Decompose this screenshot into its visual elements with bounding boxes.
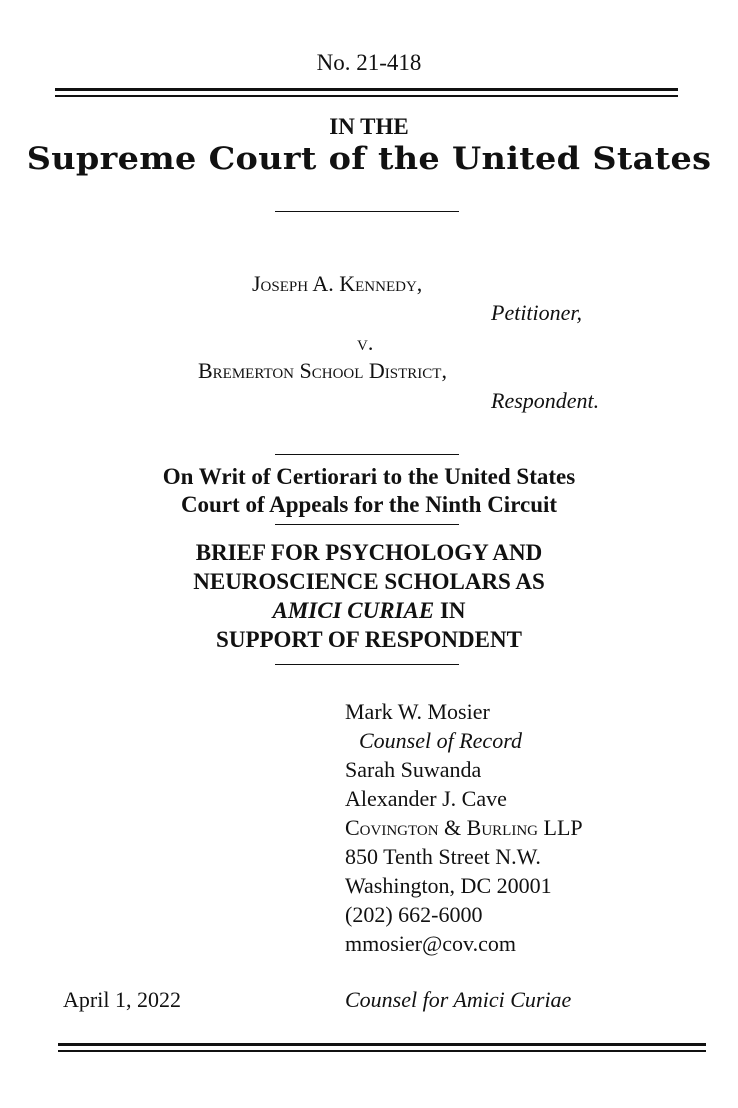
counsel-block xyxy=(345,697,583,958)
top-rule-inner xyxy=(55,95,678,97)
versus-label: v. xyxy=(357,330,374,355)
street-address: 850 Tenth Street N.W. xyxy=(345,844,541,869)
respondent-role: Respondent. xyxy=(491,388,600,413)
petitioner-role: Petitioner, xyxy=(491,300,583,325)
law-firm-name: Covington & Burling xyxy=(345,815,539,840)
top-rule xyxy=(55,88,678,91)
court-name: Supreme Court of the United States xyxy=(26,141,712,177)
brief-title-line-2: NEUROSCIENCE SCHOLARS AS xyxy=(193,569,545,594)
section-divider xyxy=(275,211,459,212)
law-firm xyxy=(345,813,583,842)
amici-curiae-label: AMICI CURIAE xyxy=(272,598,435,623)
writ-line-1: On Writ of Certiorari to the United States xyxy=(162,464,576,489)
brief-title-line-1: BRIEF FOR PSYCHOLOGY AND xyxy=(195,540,543,565)
law-firm-suffix: LLP xyxy=(538,815,583,840)
section-divider xyxy=(275,454,459,455)
filing-date: April 1, 2022 xyxy=(63,987,181,1012)
respondent-name: Bremerton School District, xyxy=(198,358,447,383)
brief-title-in: IN xyxy=(434,598,466,623)
counsel-of-record: Counsel of Record xyxy=(359,728,522,753)
brief-title-line-3 xyxy=(0,598,738,624)
docket-number: No. 21-418 xyxy=(316,50,422,75)
counsel-lead: Mark W. Mosier xyxy=(345,699,490,724)
counsel-attorney: Sarah Suwanda xyxy=(345,757,482,782)
counsel-for-label: Counsel for Amici Curiae xyxy=(345,987,572,1012)
court-prefix: IN THE xyxy=(329,114,409,139)
petitioner-name: Joseph A. Kennedy, xyxy=(252,271,423,296)
city-address: Washington, DC 20001 xyxy=(345,873,552,898)
brief-title-line-4: SUPPORT OF RESPONDENT xyxy=(216,627,522,652)
writ-line-2: Court of Appeals for the Ninth Circuit xyxy=(180,492,558,517)
phone-number: (202) 662-6000 xyxy=(345,902,483,927)
bottom-rule-inner xyxy=(58,1050,706,1052)
bottom-rule xyxy=(58,1043,706,1046)
counsel-attorney: Alexander J. Cave xyxy=(345,786,507,811)
section-divider xyxy=(275,524,459,525)
section-divider xyxy=(275,664,459,665)
email-address: mmosier@cov.com xyxy=(345,931,516,956)
